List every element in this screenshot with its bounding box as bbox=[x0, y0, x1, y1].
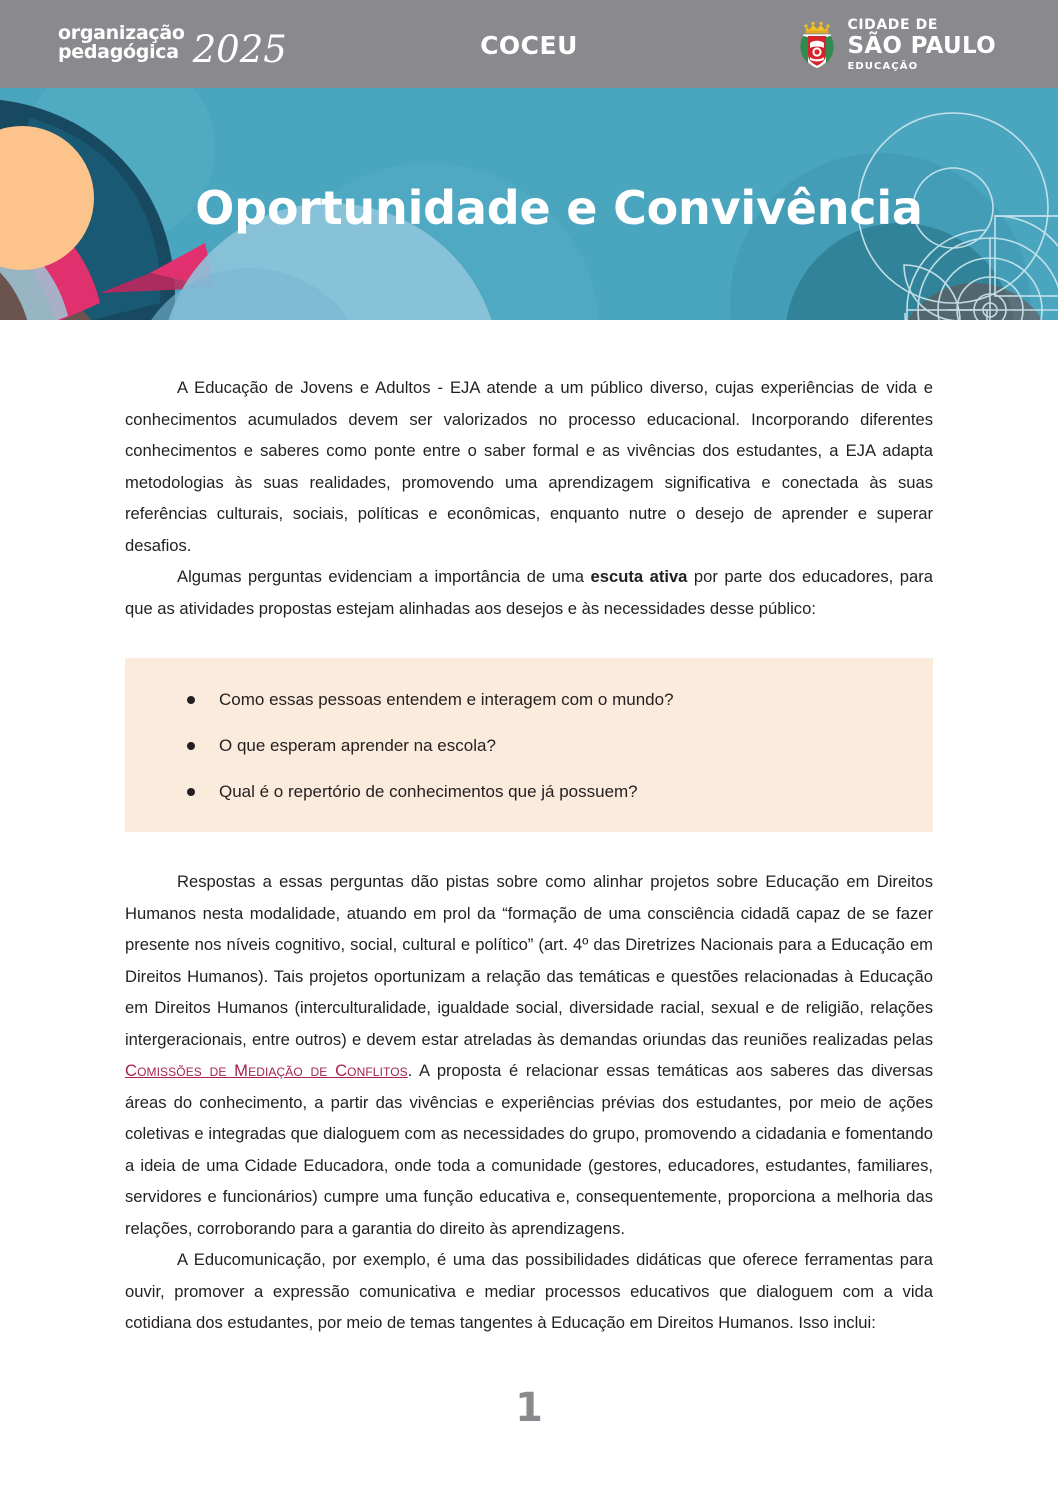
questions-callout-box bbox=[125, 658, 933, 832]
bullet-icon bbox=[187, 788, 195, 796]
list-item bbox=[187, 734, 893, 758]
page-number: 1 bbox=[515, 1385, 543, 1431]
questions-list bbox=[125, 688, 933, 804]
page-title: Oportunidade e Convivência bbox=[195, 181, 923, 235]
logo-line-pedagogica: pedagógica bbox=[58, 41, 179, 64]
paragraph-escuta-ativa-part1: Algumas perguntas evidenciam a importância de uma bbox=[177, 567, 591, 586]
document-body bbox=[0, 372, 1058, 1339]
paragraph-intro: A Educação de Jovens e Adultos - EJA atende a um público diverso, cujas experiências de vida e conhecimentos acumulados devem ser valorizados no processo educacional. Incorporando diferentes conhecimentos e saberes como ponte entre o saber formal e as vivências dos estudantes, a EJA adapta metodologias às suas realidades, promovendo uma aprendizagem significativa e conectada às suas referências culturais, sociais, políticas e econômicas, enquanto nutre o desejo de aprender e superar desafios. bbox=[125, 378, 933, 555]
list-item bbox=[187, 780, 893, 804]
list-item-label: Qual é o repertório de conhecimentos que já possuem? bbox=[219, 782, 638, 801]
paragraph-educomunicacao: A Educomunicação, por exemplo, é uma das possibilidades didáticas que oferece ferramentas para ouvir, promover a expressão comunicativa e mediar processos educativos que dialoguem com a vida cotidiana dos estudantes, por meio de temas tangentes à Educação em Direitos Humanos. Isso inclui: bbox=[125, 1250, 933, 1332]
cidade-sao-paulo-logo bbox=[797, 18, 996, 72]
list-item bbox=[187, 688, 893, 712]
list-item-label: Como essas pessoas entendem e interagem com o mundo? bbox=[219, 690, 674, 709]
comissoes-mediacao-conflitos-link[interactable]: Comissões de Mediação de Conflitos bbox=[125, 1061, 408, 1080]
logo-line-cidade-de: CIDADE DE bbox=[847, 17, 939, 33]
coceu-label: COCEU bbox=[480, 31, 578, 60]
paragraph-respostas bbox=[125, 866, 933, 1244]
logo-line-organizacao: organização bbox=[58, 22, 185, 44]
banner-decorative-art bbox=[0, 88, 1058, 328]
logo-line-educacao: EDUCAÇÃO bbox=[847, 60, 919, 72]
logo-year-2025: 2025 bbox=[192, 27, 287, 71]
paragraph-respostas-part2: . A proposta é relacionar essas temáticas aos saberes das diversas áreas do conhecimento, a partir das vivências e experiências prévias dos estudantes, por meio de ações coletivas e integradas que dialoguem com as necessidades do grupo, promovendo a cidadania e fomentando a ideia de uma Cidade Educadora, onde toda a comunidade (gestores, educadores, estudantes, familiares, servidores e funcionários) cumpre uma função educativa e, consequentemente, proporciona a melhoria das relações, corroborando para a garantia do direito às aprendizagens. bbox=[125, 1061, 933, 1238]
logo-line-sao-paulo: SÃO PAULO bbox=[847, 32, 996, 59]
list-item-label: O que esperam aprender na escola? bbox=[219, 736, 496, 755]
page-banner bbox=[0, 88, 1058, 328]
bullet-icon bbox=[187, 742, 195, 750]
paragraph-respostas-part1: Respostas a essas perguntas dão pistas sobre como alinhar projetos sobre Educação em Direitos Humanos nesta modalidade, atuando em prol da “formação de uma consciência cidadã capaz de se fazer presente nos níveis cognitivo, social, cultural e político” (art. 4º das Diretrizes Nacionais para a Educação em Direitos Humanos). Tais projetos oportunizam a relação das temáticas e questões relacionadas à Educação em Direitos Humanos (interculturalidade, igualdade social, diversidade racial, sexual e de religião, relações intergeracionais, entre outros) e devem estar atreladas às demandas oriundas das reuniões realizadas pelas bbox=[125, 872, 933, 1049]
paragraph-escuta-ativa-part2: por parte dos educadores, para que as atividades propostas estejam alinhadas aos desejos e às necessidades desse público: bbox=[125, 567, 934, 618]
document-header-bar bbox=[0, 0, 1058, 88]
bullet-icon bbox=[187, 696, 195, 704]
escuta-ativa-emphasis: escuta ativa bbox=[590, 567, 688, 586]
paragraph-escuta-ativa bbox=[125, 561, 933, 624]
sao-paulo-coat-of-arms-icon bbox=[797, 19, 837, 71]
cidade-sao-paulo-text bbox=[847, 18, 996, 72]
